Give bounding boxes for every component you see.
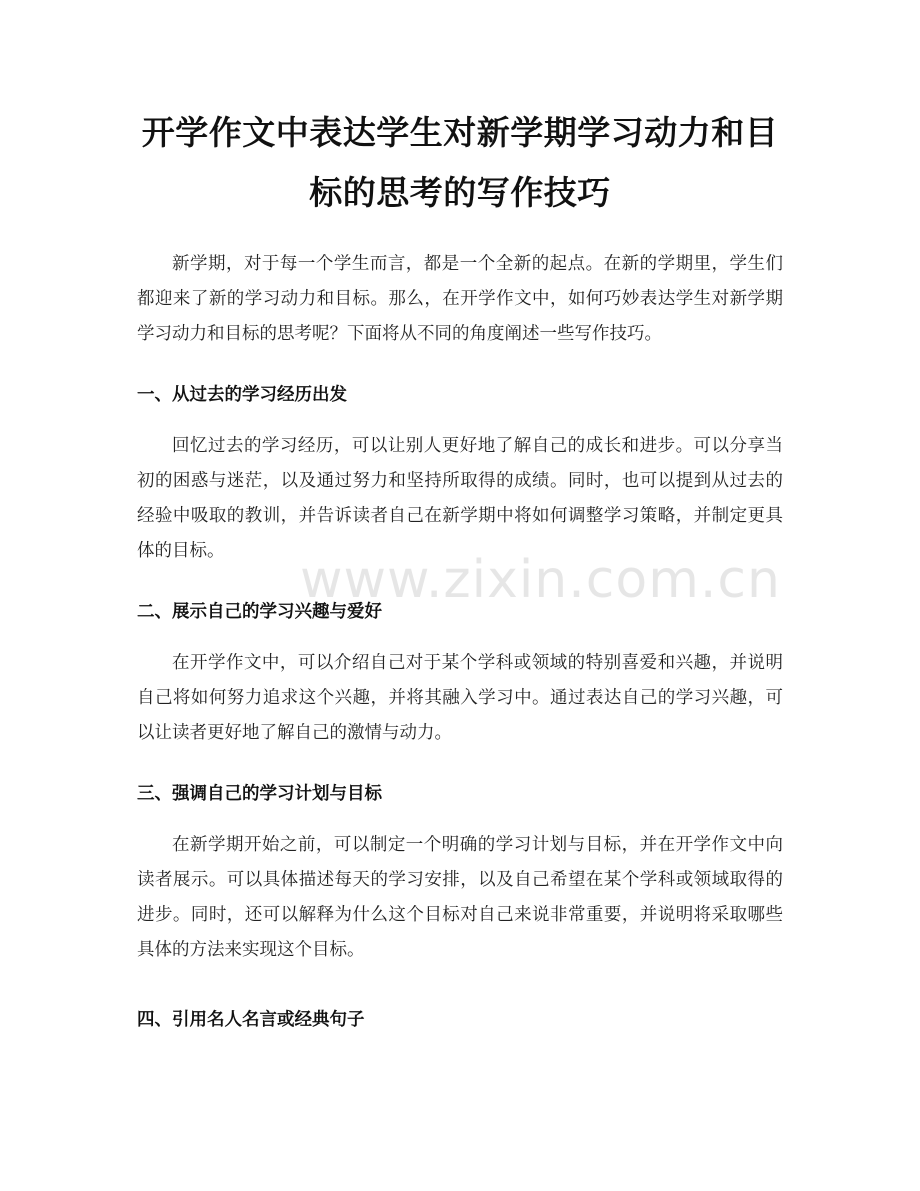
intro-paragraph: 新学期，对于每一个学生而言，都是一个全新的起点。在新的学期里，学生们都迎来了新的学习动力和目标。那么，在开学作文中，如何巧妙表达学生对新学期学习动力和目标的思考呢？下面将从不同的角度阐述一些写作技巧。 bbox=[137, 254, 783, 344]
section-2-heading: 二、展示自己的学习兴趣与爱好 bbox=[137, 602, 382, 622]
section-3-heading: 三、强调自己的学习计划与目标 bbox=[137, 784, 382, 804]
watermark: www.zixin.com.cn bbox=[300, 550, 781, 610]
section-1-paragraph: 回忆过去的学习经历，可以让别人更好地了解自己的成长和进步。可以分享当初的困惑与迷茫，以及通过努力和坚持所取得的成绩。同时，也可以提到从过去的经验中吸取的教训，并告诉读者自己在新学期中将如何调整学习策略，并制定更具体的目标。 bbox=[137, 436, 783, 561]
section-4-heading: 四、引用名人名言或经典句子 bbox=[137, 1010, 365, 1030]
section-1-heading: 一、从过去的学习经历出发 bbox=[137, 385, 347, 405]
section-2-paragraph: 在开学作文中，可以介绍自己对于某个学科或领域的特别喜爱和兴趣，并说明自己将如何努力追求这个兴趣，并将其融入学习中。通过表达自己的学习兴趣，可以让读者更好地了解自己的激情与动力。 bbox=[137, 653, 783, 743]
document-body bbox=[137, 247, 783, 1038]
section-3-paragraph: 在新学期开始之前，可以制定一个明确的学习计划与目标，并在开学作文中向读者展示。可以具体描述每天的学习安排，以及自己希望在某个学科或领域取得的进步。同时，还可以解释为什么这个目标对自己来说非常重要，并说明将采取哪些具体的方法来实现这个目标。 bbox=[137, 835, 783, 960]
document-title: 开学作文中表达学生对新学期学习动力和目标的思考的写作技巧 bbox=[141, 113, 779, 212]
